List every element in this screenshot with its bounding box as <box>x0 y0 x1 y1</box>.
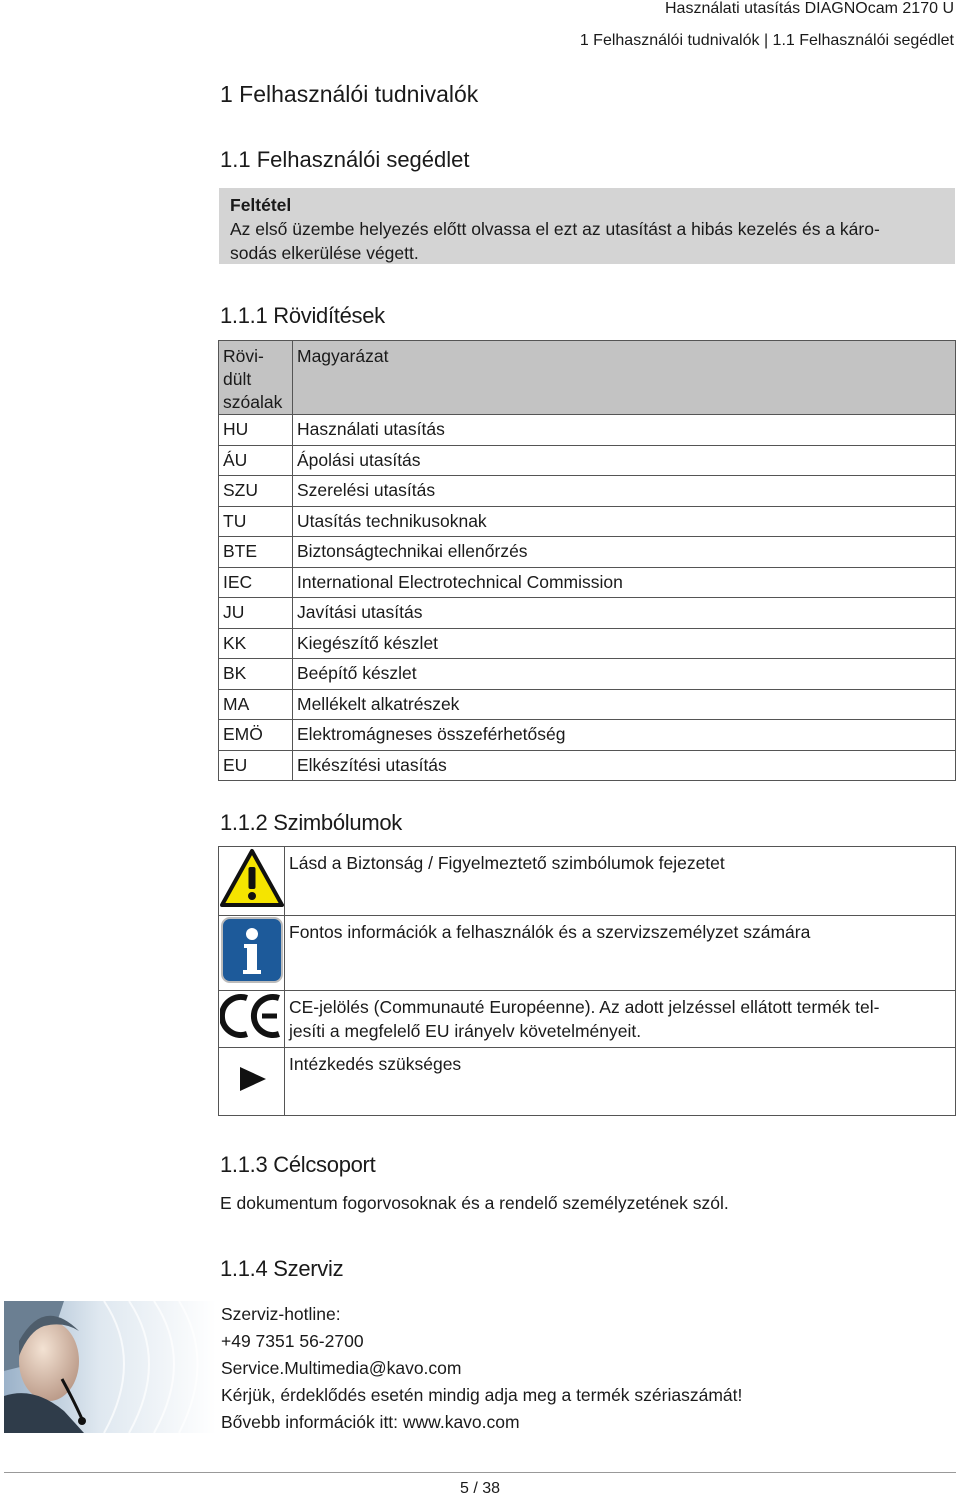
breadcrumb: 1 Felhasználói tudnivalók | 1.1 Felhasználói segédlet <box>579 32 954 49</box>
symbol-description: Fontos információk a felhasználók és a szervizszemélyzet számára <box>285 916 956 991</box>
symbols-heading: 1.1.2 Szimbólumok <box>220 810 402 835</box>
abbreviation-cell: HU <box>219 415 293 446</box>
meaning-cell: Elkészítési utasítás <box>293 750 956 781</box>
table-row <box>219 720 956 751</box>
hotline-phone: +49 7351 56-2700 <box>221 1331 364 1351</box>
abbreviations-heading: 1.1.1 Rövidítések <box>220 303 385 328</box>
chapter-title: 1 Felhasználói tudnivalók <box>220 81 479 107</box>
table-row <box>219 506 956 537</box>
more-info: Bővebb információk itt: www.kavo.com <box>221 1412 520 1432</box>
abbreviation-cell: TU <box>219 506 293 537</box>
meaning-cell: Utasítás technikusoknak <box>293 506 956 537</box>
meaning-cell: Mellékelt alkatrészek <box>293 689 956 720</box>
symbol-description: Lásd a Biztonság / Figyelmeztető szimbólumok fejezetet <box>285 847 956 916</box>
table-row <box>219 537 956 568</box>
table-row <box>219 415 956 446</box>
meaning-cell: Beépítő készlet <box>293 659 956 690</box>
table-row <box>219 628 956 659</box>
service-heading: 1.1.4 Szerviz <box>220 1256 344 1281</box>
abbreviation-cell: EMÖ <box>219 720 293 751</box>
abbreviations-table <box>218 340 956 781</box>
description-line: CE-jelölés (Communauté Européenne). Az adott jelzéssel ellátott termék tel- <box>289 997 880 1017</box>
page-number: 5 / 38 <box>459 1480 501 1497</box>
meaning-column-header: Magyarázat <box>293 341 956 415</box>
table-row <box>219 750 956 781</box>
meaning-cell: Elektromágneses összeférhetőség <box>293 720 956 751</box>
abbreviation-cell: SZU <box>219 476 293 507</box>
table-row <box>219 991 956 1048</box>
ce-mark-icon <box>219 991 285 1048</box>
table-row <box>219 689 956 720</box>
meaning-cell: Ápolási utasítás <box>293 445 956 476</box>
symbol-description: Intézkedés szükséges <box>285 1048 956 1116</box>
abbreviation-cell: KK <box>219 628 293 659</box>
document-title: Használati utasítás DIAGNOcam 2170 U <box>664 0 954 17</box>
meaning-cell: Szerelési utasítás <box>293 476 956 507</box>
meaning-cell: Használati utasítás <box>293 415 956 446</box>
hotline-label: Szerviz-hotline: <box>221 1304 341 1324</box>
abbreviation-cell: MA <box>219 689 293 720</box>
footer-divider <box>4 1472 956 1473</box>
note-text-line-2: sodás elkerülése végett. <box>230 243 419 263</box>
abbreviation-cell: EU <box>219 750 293 781</box>
description-line: jesíti a megfelelő EU irányelv követelményeit. <box>289 1021 642 1041</box>
warning-triangle-icon <box>219 847 285 916</box>
service-email: Service.Multimedia@kavo.com <box>221 1358 462 1378</box>
service-note: Kérjük, érdeklődés esetén mindig adja meg a termék szériaszámát! <box>221 1385 743 1405</box>
table-row <box>219 598 956 629</box>
table-row <box>219 847 956 916</box>
note-title: Feltétel <box>230 195 292 215</box>
header-text: szóalak <box>223 392 283 412</box>
info-icon <box>219 916 285 991</box>
table-row <box>219 445 956 476</box>
table-row <box>219 1048 956 1116</box>
section-title: 1.1 Felhasználói segédlet <box>220 147 470 172</box>
header-text: Rövi- <box>223 346 264 366</box>
meaning-cell: International Electrotechnical Commission <box>293 567 956 598</box>
table-row <box>219 476 956 507</box>
abbr-column-header <box>219 341 293 415</box>
note-text-line-1: Az első üzembe helyezés előtt olvassa el ezt az utasítást a hibás kezelés és a káro- <box>230 219 880 239</box>
target-group-heading: 1.1.3 Célcsoport <box>220 1152 376 1177</box>
abbreviation-cell: BK <box>219 659 293 690</box>
action-arrow-icon <box>219 1048 285 1116</box>
table-row <box>219 916 956 991</box>
meaning-cell: Javítási utasítás <box>293 598 956 629</box>
service-agent-photo <box>4 1301 216 1433</box>
header-text: dült <box>223 369 252 389</box>
meaning-cell: Kiegészítő készlet <box>293 628 956 659</box>
abbreviation-cell: JU <box>219 598 293 629</box>
condition-note <box>219 188 955 264</box>
meaning-cell: Biztonságtechnikai ellenőrzés <box>293 537 956 568</box>
table-header-row <box>219 341 956 415</box>
abbreviation-cell: IEC <box>219 567 293 598</box>
target-group-text: E dokumentum fogorvosoknak és a rendelő személyzetének szól. <box>220 1193 729 1213</box>
symbols-table <box>218 846 956 1116</box>
table-row <box>219 567 956 598</box>
symbol-description <box>285 991 956 1048</box>
table-row <box>219 659 956 690</box>
abbreviation-cell: BTE <box>219 537 293 568</box>
abbreviation-cell: ÁU <box>219 445 293 476</box>
